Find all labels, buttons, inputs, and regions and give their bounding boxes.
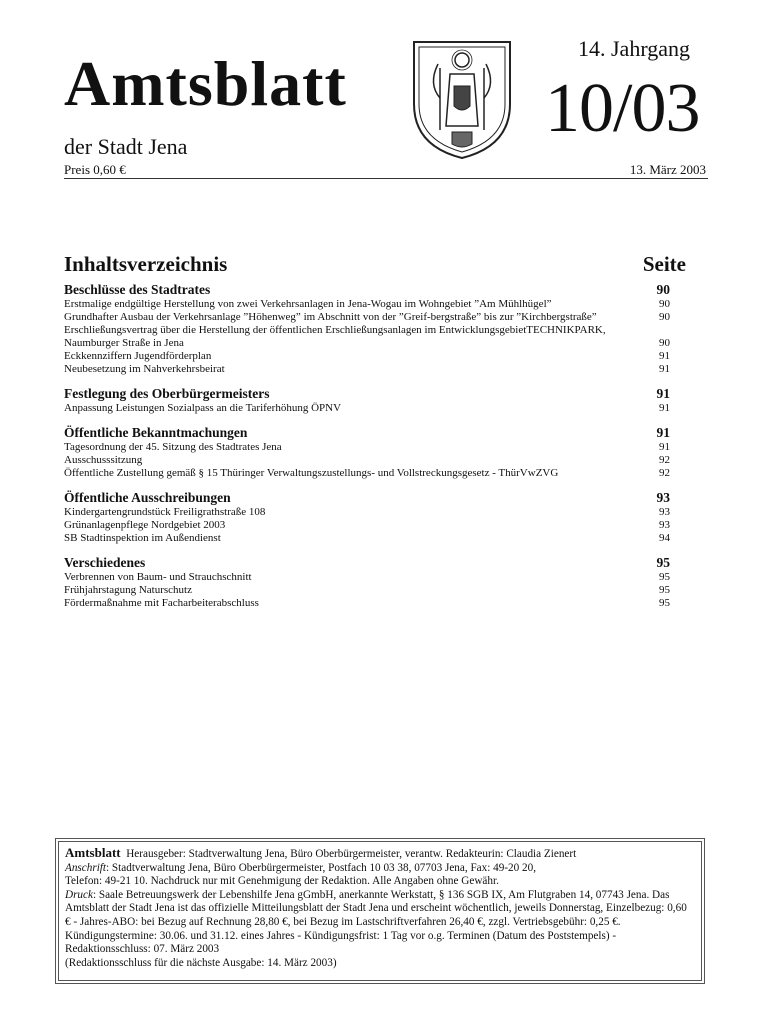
toc-section — [64, 554, 670, 610]
toc-item-text: Grundhafter Ausbau der Verkehrsanlage ”Höhenweg” im Abschnitt von der ”Greif-bergstraße” bis zur ”Kirchbergstraße” — [64, 311, 597, 323]
toc-item[interactable] — [64, 584, 670, 597]
toc-item-page: 91 — [659, 350, 670, 362]
toc-item-page: 95 — [659, 571, 670, 583]
toc-item[interactable] — [64, 467, 670, 480]
toc-item-text: Frühjahrstagung Naturschutz — [64, 584, 192, 596]
toc-item-page: 92 — [659, 454, 670, 466]
issue-date: 13. März 2003 — [629, 162, 706, 177]
imprint-publisher: Herausgeber: Stadtverwaltung Jena, Büro Oberbürgermeister, verantw. Redakteurin: Claudia Zienert — [126, 848, 577, 860]
toc-section-header[interactable] — [64, 424, 670, 441]
toc-section-header[interactable] — [64, 554, 670, 571]
imprint-print: : Saale Betreuungswerk der Lebenshilfe Jena gGmbH, anerkannte Werkstatt, § 136 SGB IX, Am Flutgraben 14, 07743 Jena. Das Amtsblatt der Stadt Jena ist das offizielle Mitteilungsblatt der Stadt Jena und erscheint wöchentlich, jeweils Donnerstag, Einzelbezug: 0,60 € - Jahres-ABO: bei Bezug auf Rechnung 28,80 €, bei Bezug im Lastschriftverfahren 26,40 €, zzgl. Vertriebsgebühr: 0,25 €. Kündigungstermine: 30.06. und 31.12. eines Jahres - Kündigungsfrist: 1 Tag vor o.g. Terminen (Datum des Poststempels) - Redaktionsschluss: 07. März 2003 — [65, 888, 687, 956]
toc-item-page: 91 — [659, 441, 670, 453]
toc-item-page: 95 — [659, 584, 670, 596]
price: Preis 0,60 € — [64, 162, 126, 177]
toc-item-page: 90 — [659, 298, 670, 310]
imprint-print-label: Druck — [65, 888, 93, 901]
masthead-rule — [64, 178, 708, 179]
toc-item[interactable] — [64, 441, 670, 454]
issue-number: 10/03 — [545, 70, 700, 147]
toc-item-text: Fördermaßnahme mit Facharbeiterabschluss — [64, 597, 259, 609]
toc-section-page: 90 — [656, 282, 670, 297]
toc-item-page: 90 — [659, 311, 670, 323]
toc-item[interactable] — [64, 324, 670, 350]
toc-item-page: 91 — [659, 402, 670, 414]
toc-item-page: 94 — [659, 532, 670, 544]
toc-section-header[interactable] — [64, 489, 670, 506]
toc-item[interactable] — [64, 597, 670, 610]
toc-item[interactable] — [64, 506, 670, 519]
toc-item-page: 92 — [659, 467, 670, 479]
toc-section — [64, 385, 670, 415]
toc-section-page: 91 — [656, 386, 670, 401]
toc-item-text: Erschließungsvertrag über die Herstellung der öffentlichen Erschließungsanlagen im EntwicklungsgebietTECHNIKPARK, Naumburger Straße in Jena — [64, 324, 606, 349]
toc-section — [64, 489, 670, 545]
toc-item[interactable] — [64, 402, 670, 415]
toc-section-page: 91 — [656, 425, 670, 440]
toc-item-text: Neubesetzung im Nahverkehrsbeirat — [64, 363, 225, 375]
imprint-phone: Telefon: 49-21 10. Nachdruck nur mit Genehmigung der Redaktion. Alle Angaben ohne Gewähr. — [65, 875, 499, 888]
toc-section-title: Öffentliche Bekanntmachungen — [64, 425, 248, 440]
coat-of-arms-icon — [410, 34, 514, 162]
imprint-next-deadline: (Redaktionsschluss für die nächste Ausgabe: 14. März 2003) — [65, 956, 337, 969]
toc-section — [64, 424, 670, 480]
toc-item-text: Erstmalige endgültige Herstellung von zwei Verkehrsanlagen in Jena-Wogau im Wohngebiet ”Am Mühlhügel” — [64, 298, 552, 310]
toc-item[interactable] — [64, 350, 670, 363]
toc-item-text: SB Stadtinspektion im Außendienst — [64, 532, 221, 544]
imprint-address: : Stadtverwaltung Jena, Büro Oberbürgermeister, Postfach 10 03 38, 07703 Jena, Fax: 49-20 20, — [106, 861, 537, 874]
toc-item-text: Kindergartengrundstück Freiligrathstraße 108 — [64, 506, 266, 518]
masthead-subtitle: der Stadt Jena — [64, 134, 188, 159]
toc-item[interactable] — [64, 519, 670, 532]
toc-section-page: 93 — [656, 490, 670, 505]
toc-item-text: Verbrennen von Baum- und Strauchschnitt — [64, 571, 252, 583]
toc-item-text: Anpassung Leistungen Sozialpass an die Tariferhöhung ÖPNV — [64, 402, 342, 414]
toc-heading: Inhaltsverzeichnis — [64, 252, 228, 276]
imprint-title: Amtsblatt — [65, 845, 121, 860]
toc-item-page: 91 — [659, 363, 670, 375]
toc-section-page: 95 — [656, 555, 670, 570]
toc-item-text: Ausschusssitzung — [64, 454, 143, 466]
toc-section-title: Beschlüsse des Stadtrates — [64, 282, 211, 297]
toc-item[interactable] — [64, 532, 670, 545]
volume: 14. Jahrgang — [578, 36, 691, 61]
imprint-box — [58, 841, 702, 981]
toc-section-title: Verschiedenes — [64, 555, 146, 570]
toc-item[interactable] — [64, 571, 670, 584]
toc-item-page: 93 — [659, 506, 670, 518]
toc-item-page: 93 — [659, 519, 670, 531]
toc-item-text: Grünanlagenpflege Nordgebiet 2003 — [64, 519, 226, 531]
toc-item[interactable] — [64, 363, 670, 376]
table-of-contents — [64, 281, 670, 619]
masthead-title: Amtsblatt — [64, 48, 347, 119]
imprint-address-label: Anschrift — [65, 861, 107, 874]
toc-item-page: 90 — [659, 337, 670, 349]
toc-item[interactable] — [64, 311, 670, 324]
toc-item[interactable] — [64, 454, 670, 467]
toc-item-text: Öffentliche Zustellung gemäß § 15 Thüringer Verwaltungszustellungs- und Vollstreckungsgesetz - ThürVwZVG — [64, 467, 559, 479]
toc-section-title: Öffentliche Ausschreibungen — [64, 490, 231, 505]
toc-section-header[interactable] — [64, 281, 670, 298]
toc-section-title: Festlegung des Oberbürgermeisters — [64, 386, 270, 401]
toc-item-text: Tagesordnung der 45. Sitzung des Stadtrates Jena — [64, 441, 282, 453]
toc-item[interactable] — [64, 298, 670, 311]
toc-item-page: 95 — [659, 597, 670, 609]
toc-page-label: Seite — [642, 252, 686, 276]
toc-section — [64, 281, 670, 376]
toc-item-text: Eckkennziffern Jugendförderplan — [64, 350, 212, 362]
toc-section-header[interactable] — [64, 385, 670, 402]
